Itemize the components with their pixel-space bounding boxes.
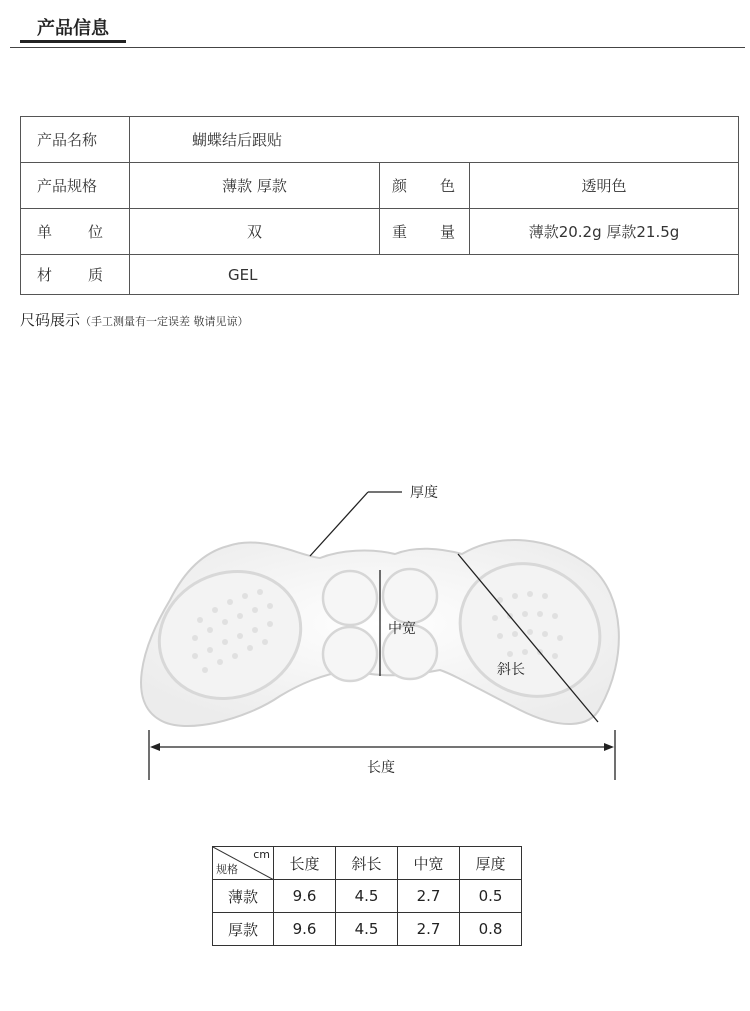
unit-cm: cm [253, 848, 270, 861]
cell: 0.5 [460, 880, 522, 913]
col-header: 长度 [274, 847, 336, 880]
col-header: 斜长 [336, 847, 398, 880]
name-label: 产品名称 [21, 117, 130, 163]
size-title: 尺码展示 [20, 311, 81, 329]
color-value: 透明色 [470, 163, 739, 209]
weight-label-a: 重 [392, 223, 408, 241]
table-row [213, 880, 522, 913]
row-header: 规格 [216, 863, 238, 876]
cell: 2.7 [398, 913, 460, 946]
cell: 9.6 [274, 913, 336, 946]
length-label: 长度 [367, 760, 395, 776]
cell: 4.5 [336, 913, 398, 946]
diagonal-label: 斜长 [497, 662, 525, 678]
size-spec-table [212, 846, 522, 946]
weight-value: 薄款20.2g 厚款21.5g [470, 209, 739, 255]
spec-header-row [213, 847, 522, 880]
header-underline [20, 40, 126, 43]
color-label [380, 163, 470, 209]
spec-value: 薄款 厚款 [130, 163, 380, 209]
name-value: 蝴蝶结后跟贴 [130, 117, 739, 163]
unit-label [21, 209, 130, 255]
header-title: 产品信息 [37, 18, 109, 39]
info-row-spec [21, 163, 739, 209]
cell: 9.6 [274, 880, 336, 913]
unit-value: 双 [130, 209, 380, 255]
material-label-a: 材 [37, 266, 53, 284]
length-arrow-right [604, 743, 614, 751]
cell: 2.7 [398, 880, 460, 913]
info-row-material [21, 255, 739, 295]
unit-label-a: 单 [37, 223, 53, 241]
thickness-pointer [310, 492, 368, 556]
length-arrow-left [150, 743, 160, 751]
table-row [213, 913, 522, 946]
cell: 4.5 [336, 880, 398, 913]
thickness-label: 厚度 [410, 485, 438, 501]
product-diagram [0, 470, 750, 790]
color-label-a: 颜 [392, 177, 408, 195]
product-info-table [20, 116, 739, 295]
row-name: 薄款 [213, 880, 274, 913]
header-rule [10, 47, 745, 48]
color-label-b: 色 [439, 177, 455, 195]
col-header: 中宽 [398, 847, 460, 880]
weight-label-b: 量 [439, 223, 455, 241]
mid-width-label: 中宽 [388, 621, 416, 637]
info-row-name [21, 117, 739, 163]
material-value: GEL [130, 255, 739, 295]
cell: 0.8 [460, 913, 522, 946]
material-label [21, 255, 130, 295]
col-header: 厚度 [460, 847, 522, 880]
spec-corner-cell [213, 847, 274, 880]
info-row-unit [21, 209, 739, 255]
row-name: 厚款 [213, 913, 274, 946]
unit-label-b: 位 [87, 223, 103, 241]
size-note: （手工测量有一定误差 敬请见谅） [80, 315, 249, 328]
material-label-b: 质 [87, 266, 103, 284]
weight-label [380, 209, 470, 255]
spec-label: 产品规格 [21, 163, 130, 209]
size-section-title [20, 309, 249, 330]
